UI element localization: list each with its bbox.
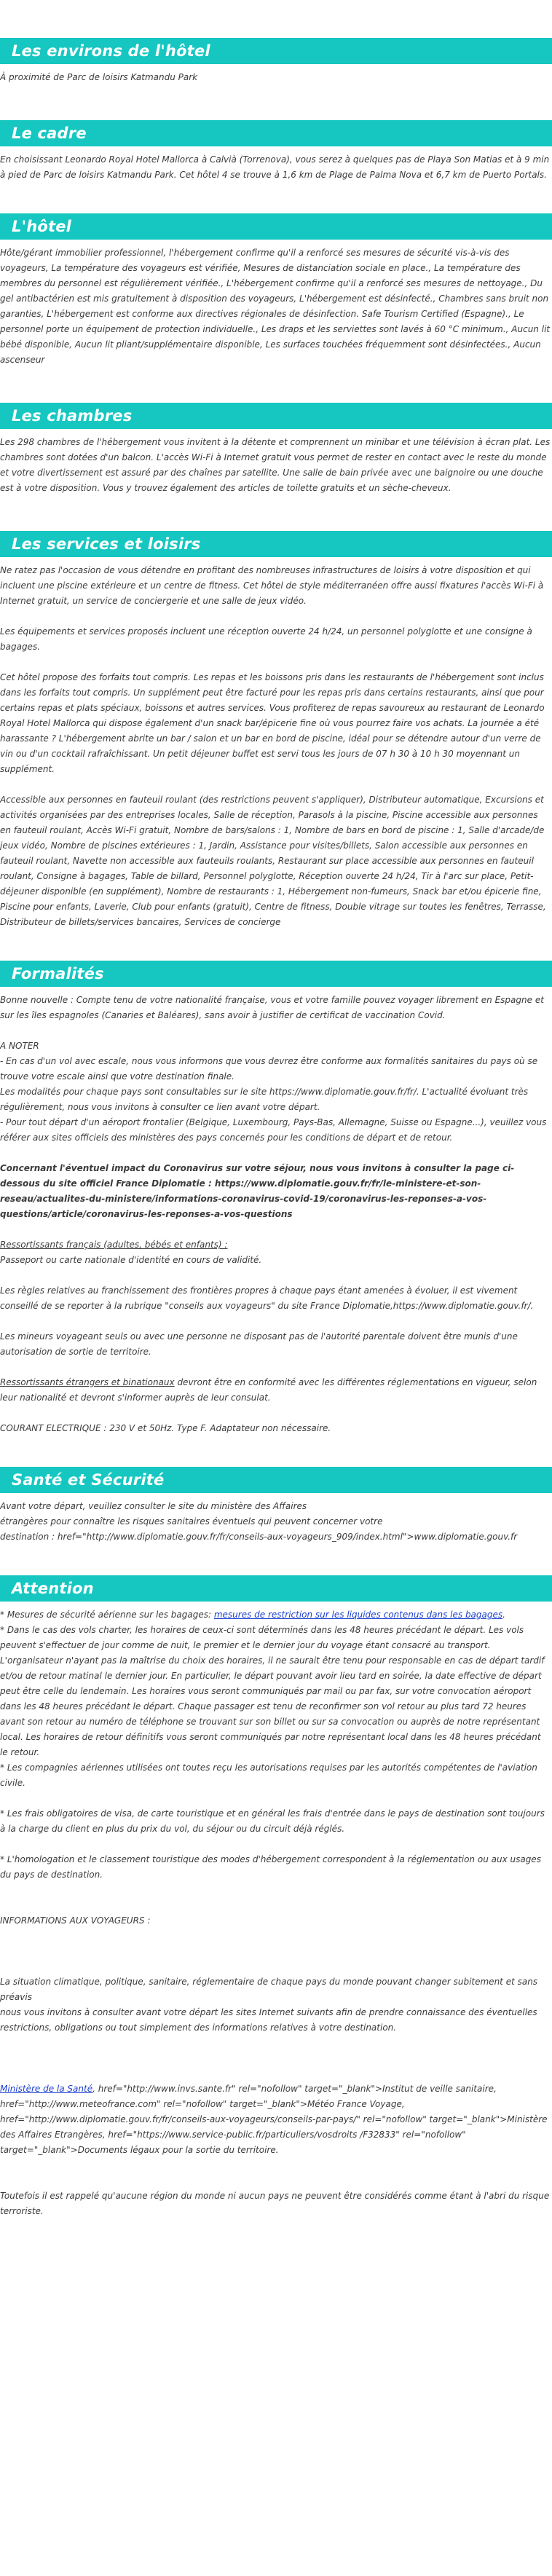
attention-liens-text: , href="http://www.invs.sante.fr" rel="nofollow" target="_blank">Institut de veille sanitaire, href="http://www.meteofrance.com" rel="nofollow" target="_blank">Météo France Voyage, href="http://www.diplomatie.gouv.fr/fr/conseils-aux-voyageurs/conseils-par-pays/" rel="nofollow" target="_blank">Ministère des Affaires Etrangères, href="https://www.service-public.fr/particuliers/vosdroits /F32833" rel="nofollow" target="_blank">Documents légaux pour la sortie du territoire. [0, 2084, 548, 2155]
formalites-ressortissants-francais: Ressortissants français (adultes, bébés et enfants) : [0, 1240, 228, 1250]
section-title-chambres: Les chambres [0, 403, 552, 429]
chambres-text: Les 298 chambres de l'hébergement vous invitent à la détente et comprennent un minibar et une télévision à écran plat. Les chambres sont dotées d'un balcon. L'accès Wi-Fi à Internet gratuit vous permet de rester en contact avec le reste du monde et votre divertissement est assuré par des chaînes par satellite. Une salle de bain privée avec une baignoire ou une douche est à votre disposition. Vous y trouvez également des articles de toilette gratuits et un sèche-cheveux. [0, 437, 551, 493]
section-attention [0, 1545, 552, 2219]
attention-homologation: * L'homologation et le classement touristique des modes d'hébergement correspondent à la réglementation ou aux usages du pays de destination. [0, 1854, 541, 1880]
ministere-sante-link[interactable]: Ministère de la Santé [0, 2084, 93, 2094]
sante-line-2: étrangères pour connaître les risques sanitaires éventuels qui peuvent concerner votre [0, 1516, 383, 1527]
services-paragraph-3: Cet hôtel propose des forfaits tout compris. Les repas et les boissons pris dans les restaurants de l'hébergement sont inclus dans les forfaits tout compris. Un supplément peut être facturé pour les repas pris dans certains restaurants, ainsi que pour certains repas et plats spéciaux, boissons et autres services. Vous profiterez de repas savoureux au restaurant de Leonardo Royal Hotel Mallorca qui dispose également d'un snack bar/épicerie fine où vous pourrez faire vos achats. La journée a été harassante ? L'hébergement abrite un bar / salon et un bar en bord de piscine, idéal pour se détendre autour d'un verre de vin ou d'un cocktail rafraîchissant. Un petit déjeuner buffet est servi tous les jours de 07 h 30 à 10 h 30 moyennant un supplément. [0, 672, 545, 774]
attention-terrorisme: Toutefois il est rappelé qu'aucune région du monde ni aucun pays ne peuvent être considérés comme étant à l'abri du risque terroriste. [0, 2191, 550, 2216]
formalites-courant-electrique: COURANT ELECTRIQUE : 230 V et 50Hz. Type F. Adaptateur non nécessaire. [0, 1423, 331, 1433]
section-title-cadre: Le cadre [0, 120, 552, 146]
section-title-formalites: Formalités [0, 961, 552, 987]
section-services [0, 496, 552, 930]
formalites-modalites: Les modalités pour chaque pays sont consultables sur le site https://www.diplomatie.gouv.fr/fr/. L'actualité évoluant très régulièrement, nous vous invitons à consulter ce lien avant votre départ. [0, 1087, 529, 1112]
section-environs [0, 0, 552, 85]
services-paragraph-1: Ne ratez pas l'occasion de vous détendre en profitant des nombreuses infrastructures de loisirs à votre disposition et qui incluent une piscine extérieure et un centre de fitness. Cet hôtel de style méditerranéen offre aussi fixatures l'accès Wi-Fi à Internet gratuit, un service de conciergerie et une salle de jeux vidéo. [0, 565, 544, 606]
formalites-mineurs: Les mineurs voyageant seuls ou avec une personne ne disposant pas de l'autorité parentale doivent être munis d'une autorisation de sortie de territoire. [0, 1331, 518, 1357]
liquides-restriction-link[interactable]: mesures de restriction sur les liquides contenus dans les bagages [213, 1610, 503, 1620]
attention-frais-visa: * Les frais obligatoires de visa, de carte touristique et en général les frais d'entrée dans le pays de destination sont toujours à la charge du client en plus du prix du vol, du séjour ou du circuit déjà réglés. [0, 1808, 545, 1834]
section-title-services: Les services et loisirs [0, 531, 552, 557]
formalites-coronavirus: Concernant l'éventuel impact du Coronavirus sur votre séjour, nous vous invitons à consulter la page ci-dessous du site officiel France Diplomatie : https://www.diplomatie.gouv.fr/fr/le-ministere-et-son-reseau/actualites-du-ministere/informations-coronavirus-covid-19/coronavirus-les-reponses-a-vos-questions/article/coronavirus-les-reponses-a-vos-questions [0, 1163, 515, 1219]
services-paragraph-4: Accessible aux personnes en fauteuil roulant (des restrictions peuvent s'appliquer), Distributeur automatique, Excursions et activités organisées par des entreprises locales, Salle de réception, Parasols à la piscine, Piscine accessible aux personnes en fauteuil roulant, Accès Wi-Fi gratuit, Nombre de bars/salons : 1, Nombre de bars en bord de piscine : 1, Salle d'arcade/de jeux vidéo, Nombre de piscines extérieures : 1, Jardin, Assistance pour visites/billets, Salon accessible aux personnes en fauteuil roulant, Navette non accessible aux fauteuils roulants, Restaurant sur place accessible aux personnes en fauteuil roulant, Consigne à bagages, Table de billard, Personnel polyglotte, Réception ouverte 24 h/24, Tir à l'arc sur place, Petit-déjeuner disponible (en supplément), Nombre de restaurants : 1, Hébergement non-fumeurs, Snack bar et/ou épicerie fine, Piscine pour enfants, Laverie, Club pour enfants (gratuit), Centre de fitness, Double vitrage sur toutes les fenêtres, Terrasse, Distributeur de billets/services bancaires, Services de concierge [0, 795, 546, 927]
section-title-environs: Les environs de l'hôtel [0, 38, 552, 64]
attention-bagages-text: * Mesures de sécurité aérienne sur les bagages: [0, 1610, 214, 1620]
section-cadre [0, 85, 552, 183]
formalites-passeport: Passeport ou carte nationale d'identité en cours de validité. [0, 1255, 262, 1265]
section-title-attention: Attention [0, 1575, 552, 1602]
formalites-etrangers-text: devront être en conformité avec les différentes réglementations en vigueur, selon leur nationalité et devront s'informer auprès de leur consulat. [0, 1377, 537, 1403]
formalites-etrangers-label: Ressortissants étrangers et binationaux [0, 1377, 175, 1387]
attention-bagages-end: . [502, 1610, 505, 1620]
attention-compagnies: * Les compagnies aériennes utilisées ont toutes reçu les autorisations requises par les autorités compétentes de l'aviation civile. [0, 1762, 537, 1788]
formalites-regles-frontieres: Les règles relatives au franchissement des frontières propres à chaque pays étant amenées à évoluer, il est vivement conseillé de se reporter à la rubrique "conseils aux voyageurs" du site France Diplomatie,https://www.diplomatie.gouv.fr/. [0, 1285, 534, 1311]
formalites-paragraph-1: Bonne nouvelle : Compte tenu de votre nationalité française, vous et votre famille pouvez voyager librement en Espagne et sur les îles espagnoles (Canaries et Baléares), sans avoir à justifier de certificat de vaccination Covid. [0, 995, 544, 1020]
formalites-escale: - En cas d'un vol avec escale, nous vous informons que vous devrez être conforme aux formalités sanitaires du pays où se trouve votre escale ainsi que votre destination finale. [0, 1056, 538, 1082]
attention-vols-charter: * Dans le cas des vols charter, les horaires de ceux-ci sont déterminés dans les 48 heures précédant le départ. Les vols peuvent s'effectuer de jour comme de nuit, le premier et le dernier jour du voyage étant consacré au transport. L'organisateur n'ayant pas la maîtrise du choix des horaires, il ne saurait être tenu pour responsable en cas de départ tardif et/ou de retour matinal le dernier jour. En particulier, le départ pouvant avoir lieu tard en soirée, la date effective de départ peut être celle du lendemain. Les horaires vous seront communiqués par mail ou par fax, sur votre convocation aéroport dans les 48 heures précédant le départ. Chaque passager est tenu de reconfirmer son vol retour au plus tard 72 heures avant son retour au numéro de téléphone se trouvant sur son billet ou sur sa convocation ou auprès de notre représentant local. Les horaires de retour définitifs vous seront communiqués par notre représentant local dans les 48 heures précédant le retour. [0, 1625, 545, 1757]
section-formalites [0, 930, 552, 1436]
section-sante [0, 1436, 552, 1545]
section-title-sante: Santé et Sécurité [0, 1467, 552, 1493]
attention-situation: La situation climatique, politique, sanitaire, réglementaire de chaque pays du monde pouvant changer subitement et sans préavis [0, 1977, 538, 2002]
attention-informations-voyageurs: INFORMATIONS AUX VOYAGEURS : [0, 1915, 151, 1926]
section-chambres [0, 368, 552, 496]
hotel-text: Hôte/gérant immobilier professionnel, l'hébergement confirme qu'il a renforcé ses mesures de sécurité vis-à-vis des voyageurs, La température des voyageurs est vérifiée, Mesures de distanciation sociale en place., La température des membres du personnel est régulièrement vérifiée., L'hébergement confirme qu'il a renforcé ses mesures de nettoyage., Du gel antibactérien est mis gratuitement à disposition des voyageurs, L'hébergement est désinfecté., Chambres sans bruit non garanties, L'hébergement est conforme aux directives régionales de désinfection. Safe Tourism Certified (Espagne)., Le personnel porte un équipement de protection individuelle., Les draps et les serviettes sont lavés à 60 °C minimum., Aucun lit bébé disponible, Aucun lit pliant/supplémentaire disponible, Les surfaces touchées fréquemment sont désinfectées., Aucun ascenseur [0, 248, 551, 365]
section-title-hotel: L'hôtel [0, 213, 552, 240]
services-paragraph-2: Les équipements et services proposés incluent une réception ouverte 24 h/24, un personnel polyglotte et une consigne à bagages. [0, 626, 532, 652]
attention-sites-internet: nous vous invitons à consulter avant votre départ les sites Internet suivants afin de prendre connaissance des éventuelles restrictions, obligations ou tout simplement des informations relatives à votre destination. [0, 2007, 537, 2033]
section-hotel [0, 183, 552, 368]
sante-line-1: Avant votre départ, veuillez consulter le site du ministère des Affaires [0, 1501, 307, 1511]
attention-liens [0, 2081, 551, 2158]
environs-text: À proximité de Parc de loisirs Katmandu Park [0, 72, 198, 82]
sante-line-3: destination : href="http://www.diplomatie.gouv.fr/fr/conseils-aux-voyageurs_909/index.html">www.diplomatie.gouv.fr [0, 1532, 518, 1542]
cadre-text: En choisissant Leonardo Royal Hotel Mallorca à Calvià (Torrenova), vous serez à quelques pas de Playa Son Matias et à 9 min à pied de Parc de loisirs Katmandu Park. Cet hôtel 4 se trouve à 1,6 km de Plage de Palma Nova et 6,7 km de Puerto Portals. [0, 154, 550, 180]
formalites-etrangers [0, 1375, 551, 1406]
formalites-aeroport-frontalier: - Pour tout départ d'un aéroport frontalier (Belgique, Luxembourg, Pays-Bas, Allemagne, Suisse ou Espagne...), veuillez vous référer aux sites officiels des ministères des pays concernés pour les conditions de départ et de retour. [0, 1117, 547, 1143]
formalites-a-noter: A NOTER [0, 1041, 39, 1051]
attention-bagages [0, 1607, 551, 1623]
